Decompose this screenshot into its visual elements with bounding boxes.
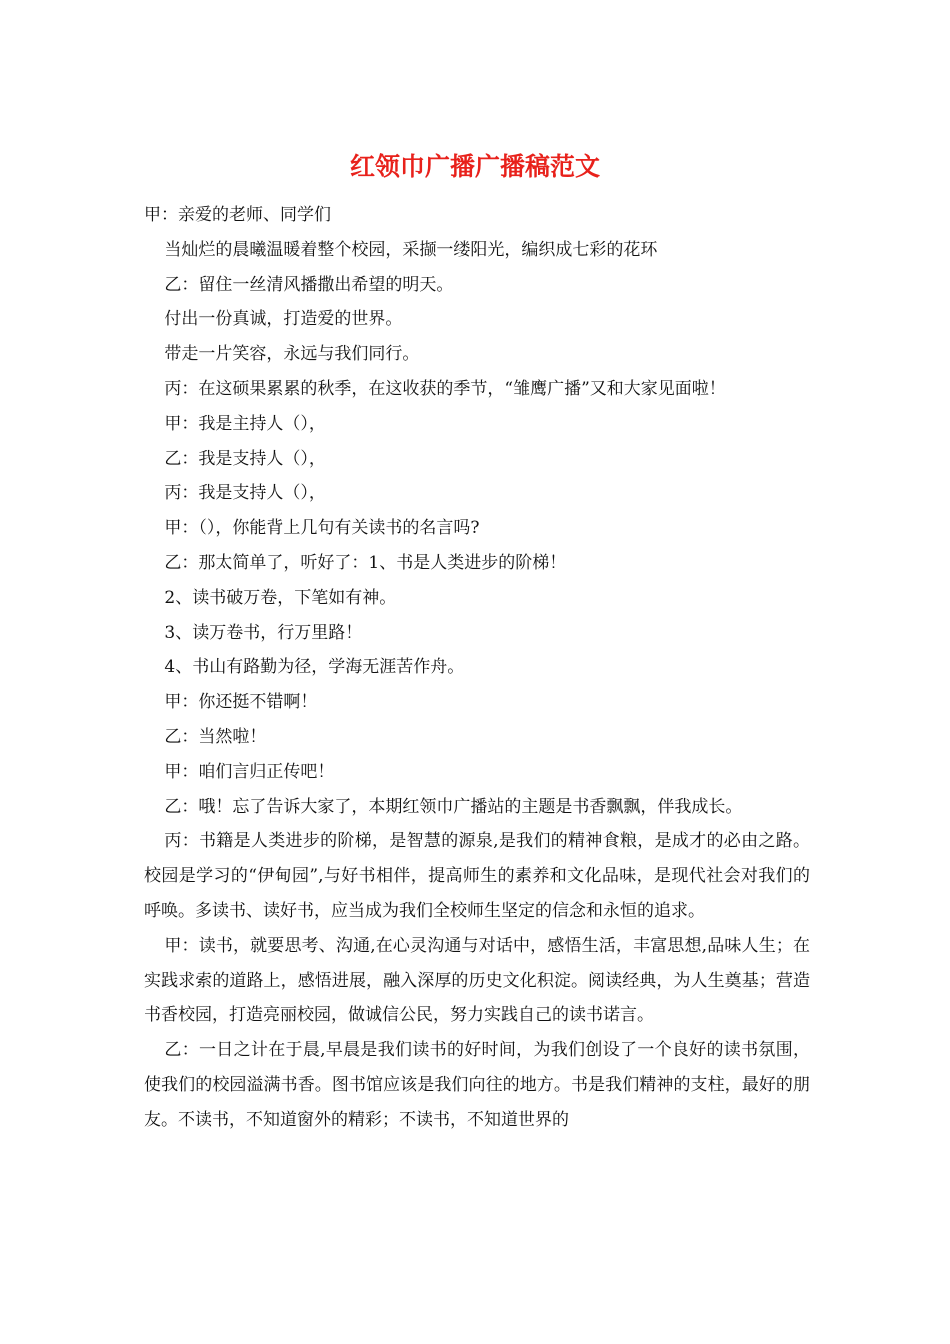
paragraph: 4、书山有路勤为径，学海无涯苦作舟。 [164,657,465,678]
paragraph: 2、读书破万卷，下笔如有神。 [164,587,397,608]
paragraph: 付出一份真诚，打造爱的世界。 [164,309,403,330]
paragraph: 乙：一日之计在于晨,早晨是我们读书的好时间，为我们创设了一个良好的读书氛围，使我们的校园溢满书香。图书馆应该是我们向往的地方。书是我们精神的支柱，最好的朋友。不读书，不知道窗外的精彩；不读书，不知道世界的 [144,1040,810,1130]
document-body [144,198,810,1138]
paragraph: 甲：咱们言归正传吧！ [164,761,335,782]
paragraph: 当灿烂的晨曦温暖着整个校园，采撷一缕阳光，编织成七彩的花环 [164,239,658,260]
paragraph: 乙：我是支持人（）， [164,448,326,469]
paragraph: 甲：（），你能背上几句有关读书的名言吗? [164,518,480,539]
paragraph: 乙：哦！忘了告诉大家了，本期红领巾广播站的主题是书香飘飘，伴我成长。 [164,796,743,817]
paragraph: 丙：在这硕果累累的秋季，在这收获的季节，“雏鹰广播”又和大家见面啦！ [164,378,726,399]
paragraph: 甲：你还挺不错啊！ [164,692,318,713]
paragraph: 甲：我是主持人（）， [164,413,326,434]
paragraph: 乙：留住一丝清风播撒出希望的明天。 [164,274,454,295]
paragraph: 带走一片笑容，永远与我们同行。 [164,344,420,365]
paragraph: 乙：那太简单了，听好了：1、书是人类进步的阶梯！ [164,552,567,573]
paragraph: 乙：当然啦！ [164,726,267,747]
paragraph: 甲：读书，就要思考、沟通,在心灵沟通与对话中，感悟生活，丰富思想,品味人生；在实践求索的道路上，感悟进展，融入深厚的历史文化积淀。阅读经典，为人生奠基；营造书香校园，打造亮丽校园，做诚信公民，努力实践自己的读书诺言。 [144,935,810,1026]
paragraph: 丙：我是支持人（）， [164,483,326,504]
paragraph: 3、读万卷书，行万里路！ [164,622,363,643]
paragraph: 甲：亲爱的老师、同学们 [144,205,331,225]
document-title: 红领巾广播广播稿范文 [349,152,600,181]
paragraph: 丙：书籍是人类进步的阶梯，是智慧的源泉,是我们的精神食粮，是成才的必由之路。校园是学习的“伊甸园”,与好书相伴，提高师生的素养和文化品味，是现代社会对我们的呼唤。多读书、读好书，应当成为我们全校师生坚定的信念和永恒的追求。 [144,831,810,921]
